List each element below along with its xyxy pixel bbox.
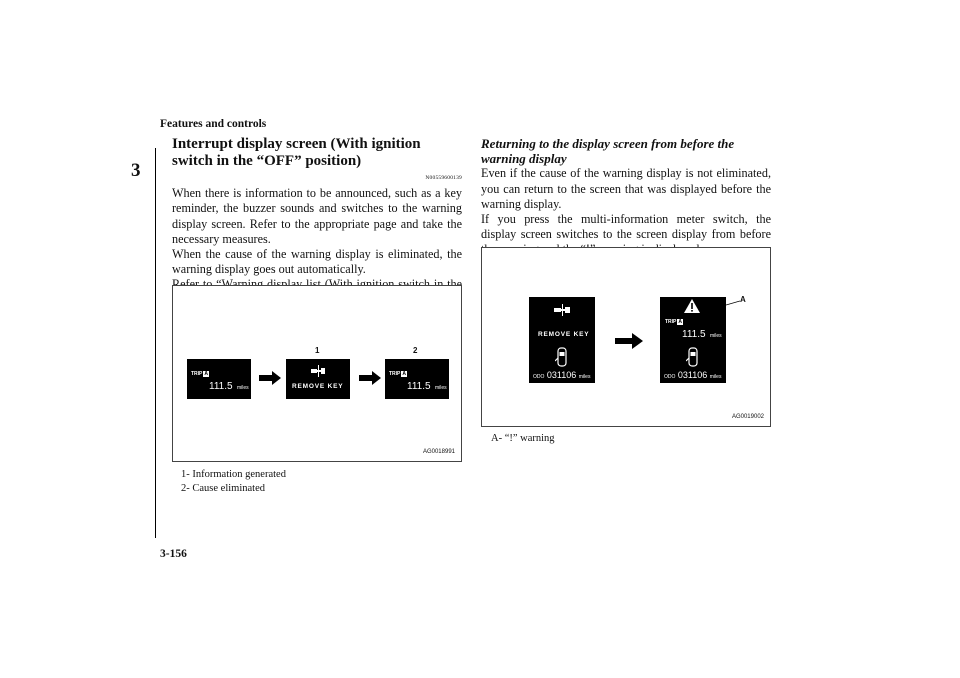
display-trip-screen xyxy=(187,359,251,399)
trip-label: TRIP A xyxy=(665,319,683,325)
page-number: 3-156 xyxy=(160,548,187,560)
trip-reading: 111.5 miles xyxy=(209,381,249,392)
right-column xyxy=(481,136,771,258)
left-column xyxy=(172,136,462,308)
chapter-number: 3 xyxy=(131,160,141,181)
section-header: Features and controls xyxy=(160,118,267,130)
figure-id: AG0019002 xyxy=(731,414,764,420)
legend-item: 1- Information generated xyxy=(181,469,286,480)
callout-leader-line xyxy=(726,300,740,306)
display-remove-key-screen xyxy=(286,359,350,399)
arrow-right-icon xyxy=(359,371,381,385)
chapter-divider xyxy=(155,148,156,538)
figure-interrupt-display xyxy=(172,285,462,462)
remove-key-text: REMOVE KEY xyxy=(292,383,344,390)
key-icon xyxy=(553,304,571,316)
paragraph: Even if the cause of the warning display is not eliminated, you can return to the screen that was displayed before the warning display. xyxy=(481,166,771,211)
paragraph: When the cause of the warning display is eliminated, the warning display goes out automatically. xyxy=(172,247,462,277)
figure-id: AG0018991 xyxy=(422,449,455,455)
legend-item: 2- Cause eliminated xyxy=(181,483,265,494)
paragraph: If you press the multi-information meter switch, the display screen switches to the screen display from before xyxy=(481,212,771,242)
figure-legend xyxy=(491,432,555,446)
warning-icon xyxy=(684,299,700,313)
trip-label: TRIP A xyxy=(389,371,407,377)
display-trip-screen xyxy=(385,359,449,399)
doc-code: N00559600139 xyxy=(425,175,462,181)
display-warning-screen xyxy=(660,297,726,383)
legend-item: A- “!” warning xyxy=(491,433,555,444)
subsection-title: Returning to the display screen from before the warning display xyxy=(481,136,735,167)
odometer-reading: ODO 031106 miles xyxy=(533,370,591,380)
car-door-icon xyxy=(686,347,700,367)
callout-a: A xyxy=(740,295,746,304)
arrow-right-icon xyxy=(615,333,643,349)
trip-label: TRIP A xyxy=(191,371,209,377)
remove-key-text: REMOVE KEY xyxy=(538,331,590,338)
trip-reading: 111.5 miles xyxy=(407,381,447,392)
trip-reading: 111.5 miles xyxy=(682,329,722,340)
callout-1: 1 xyxy=(315,346,320,355)
paragraph: When there is information to be announced, such as a key reminder, the buzzer sounds and switches to the warning display screen. Refer to the appropriate page and take the necessary measures. xyxy=(172,186,462,246)
arrow-right-icon xyxy=(259,371,281,385)
callout-2: 2 xyxy=(413,346,418,355)
section-title: Interrupt display screen (With ignition switch in the “OFF” position) xyxy=(172,136,421,169)
odometer-reading: ODO 031106 miles xyxy=(664,370,722,380)
car-door-icon xyxy=(555,347,569,367)
figure-legend xyxy=(181,468,286,496)
display-remove-key-screen xyxy=(529,297,595,383)
figure-return-display xyxy=(481,247,771,427)
key-icon xyxy=(310,365,326,377)
